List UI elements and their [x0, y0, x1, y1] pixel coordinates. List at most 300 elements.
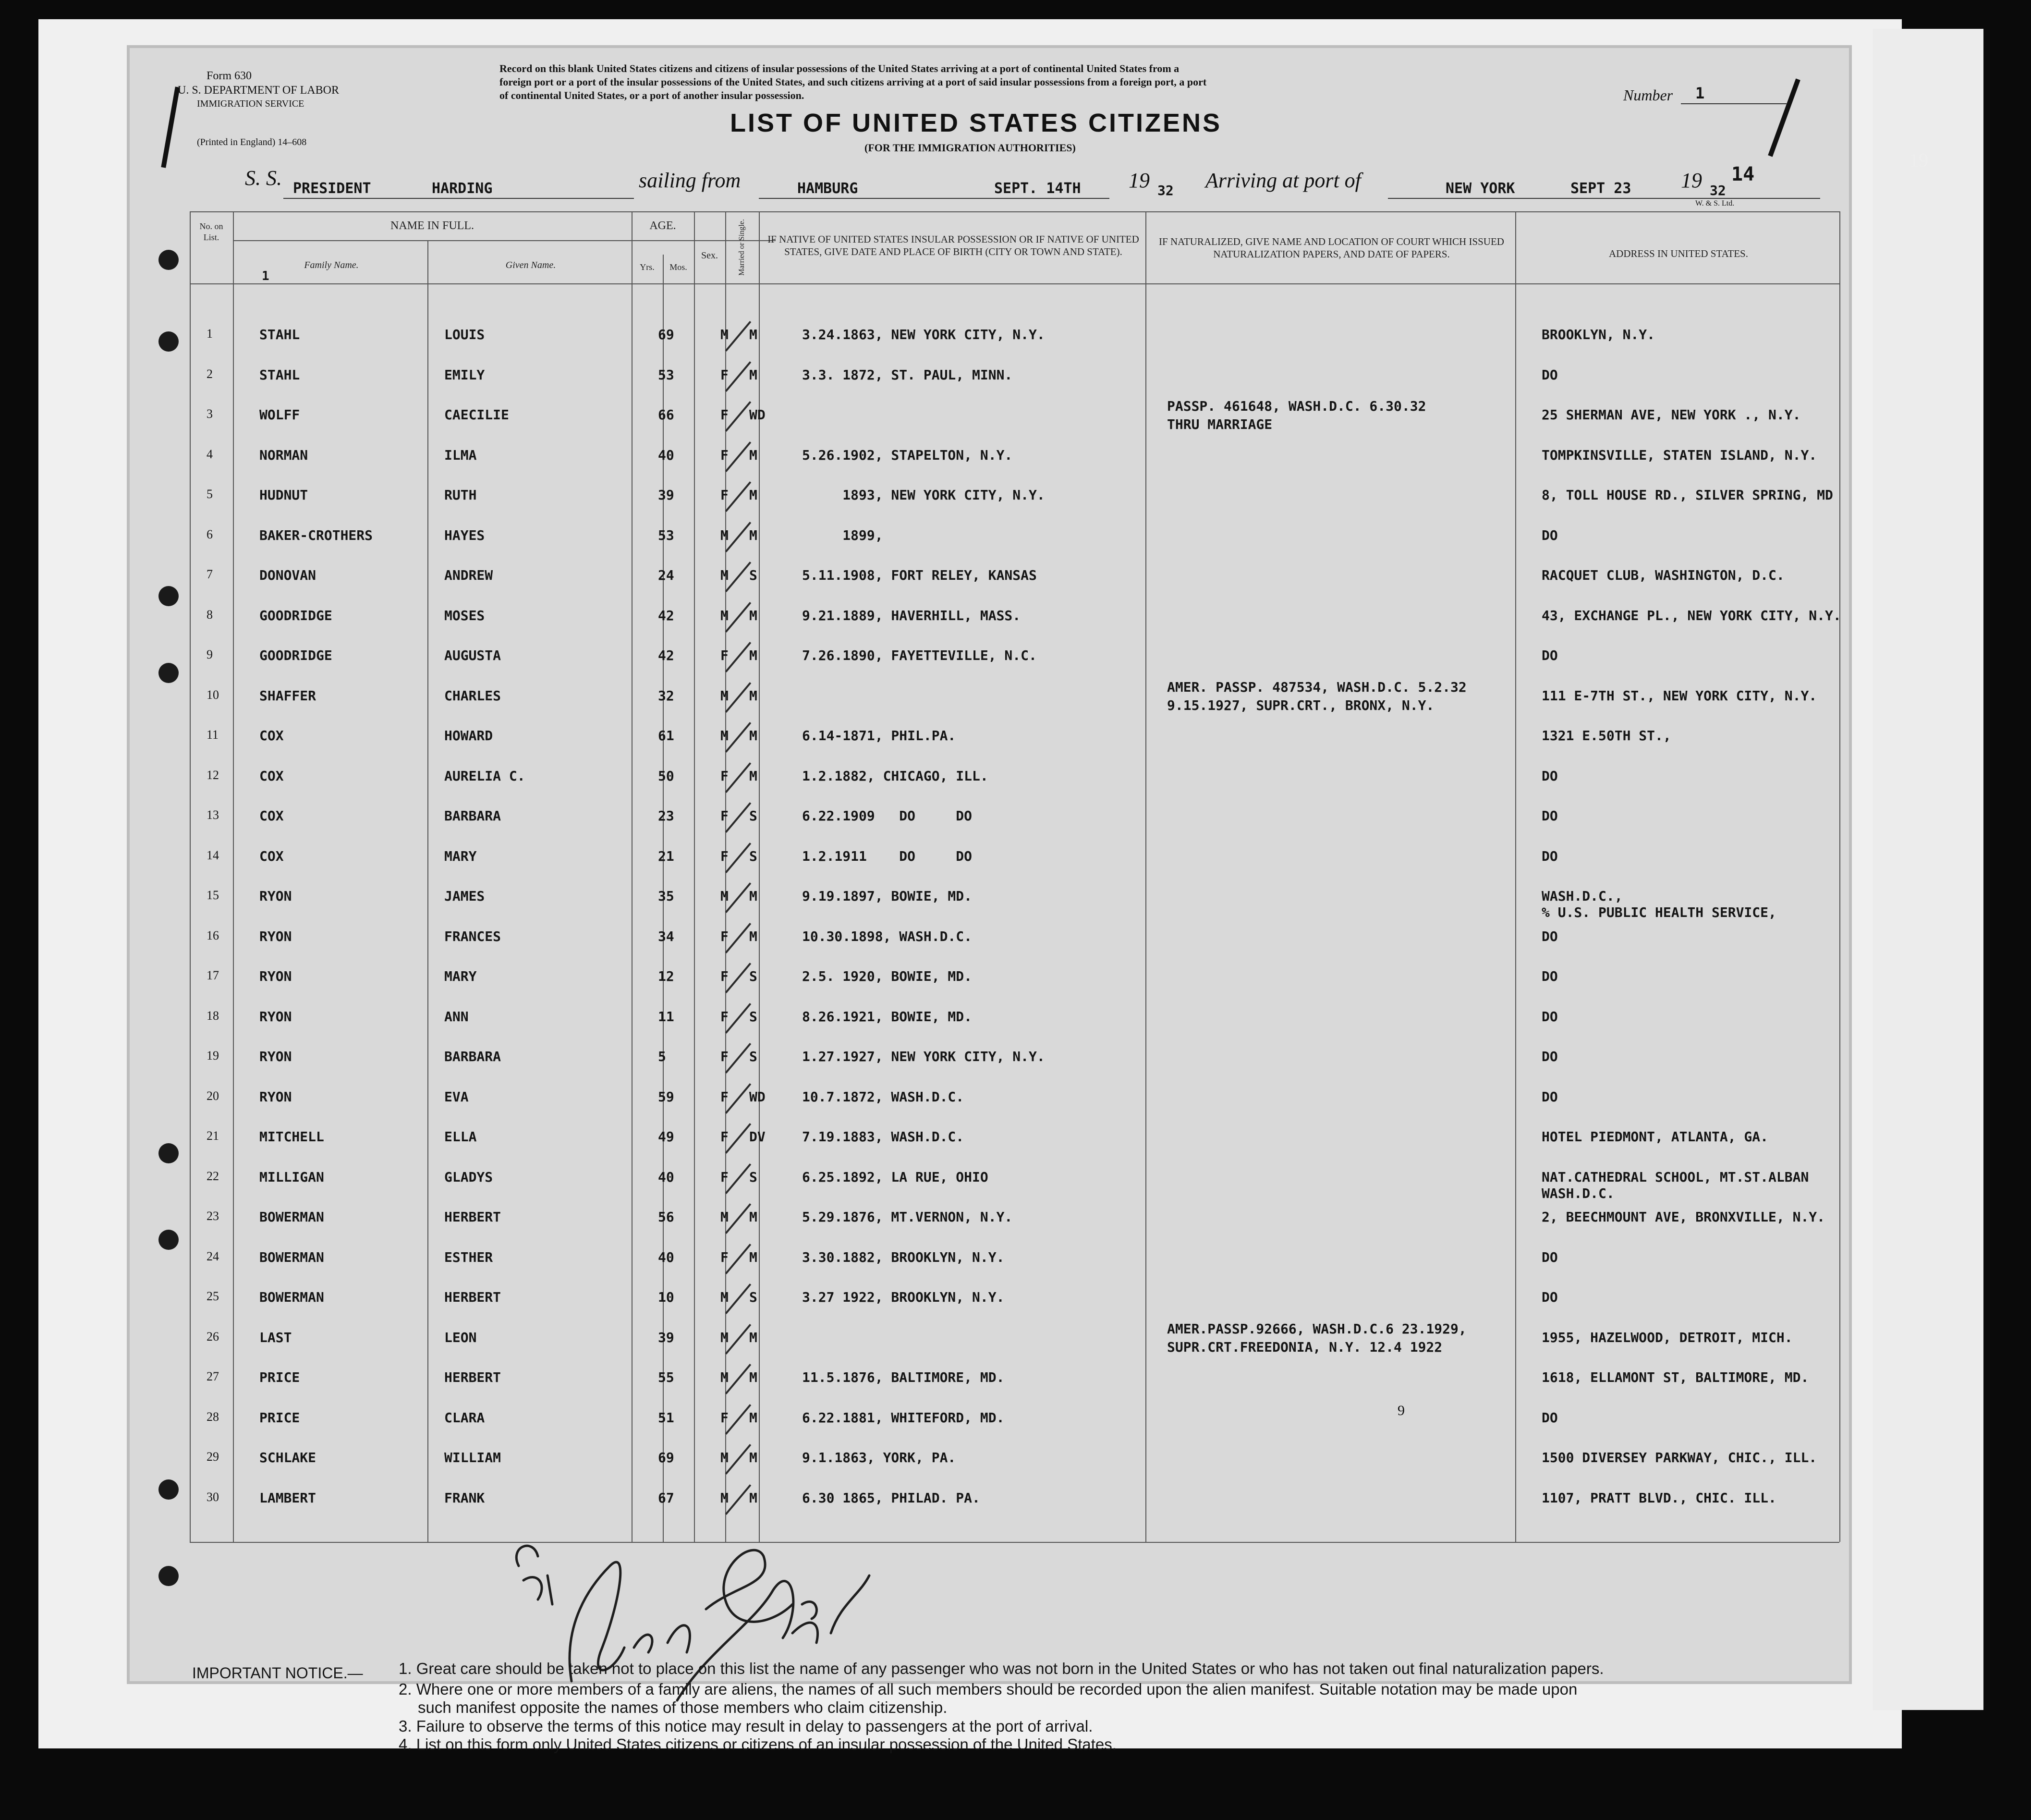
family-name: HUDNUT: [259, 487, 308, 503]
sex: F: [720, 848, 729, 864]
sex: F: [720, 1409, 729, 1426]
header-birth: IF NATIVE OF UNITED STATES INSULAR POSSESSION OR IF NATIVE OF UNITED STATES, GIVE DATE AND PLACE OF BIRTH (CITY OR TOWN AND STATE).: [767, 233, 1139, 258]
family-name: GOODRIDGE: [259, 647, 332, 663]
address-line-1: DO: [1542, 848, 1558, 864]
row-number: 18: [207, 1008, 219, 1023]
check-tick: [725, 682, 751, 713]
age-years: 21: [658, 848, 674, 864]
birth-info: 8.26.1921, BOWIE, MD.: [802, 1008, 973, 1025]
arrive-year-prefix: 19: [1681, 169, 1702, 192]
marital-status: S: [749, 808, 757, 824]
family-name: SHAFFER: [259, 687, 316, 704]
sex: F: [720, 1008, 729, 1025]
marital-status: M: [749, 728, 757, 744]
punch-hole: [158, 1143, 179, 1163]
row-number: 29: [207, 1450, 219, 1464]
family-name: RYON: [259, 1088, 292, 1105]
header-bottom-line: [190, 283, 1839, 284]
check-tick: [725, 762, 751, 793]
punch-hole: [158, 331, 179, 352]
sex: F: [720, 487, 729, 503]
address-line-1: HOTEL PIEDMONT, ATLANTA, GA.: [1542, 1129, 1769, 1145]
birth-info: 3.3. 1872, ST. PAUL, MINN.: [802, 366, 1013, 383]
stray-mark: 9: [1398, 1403, 1405, 1418]
family-name: SCHLAKE: [259, 1450, 316, 1466]
printed-note: (Printed in England) 14–608: [197, 137, 307, 147]
check-tick: [725, 923, 751, 953]
age-years: 55: [658, 1369, 674, 1385]
table-row: [62, 1240, 1710, 1278]
birth-info: 10.30.1898, WASH.D.C.: [802, 928, 973, 944]
row-number: 19: [207, 1049, 219, 1063]
check-tick: [725, 522, 751, 552]
sex: F: [720, 407, 729, 423]
marital-status: M: [749, 928, 757, 944]
marital-status: M: [749, 768, 757, 784]
from-underline: [759, 198, 1109, 199]
address-line-1: 2, BEECHMOUNT AVE, BRONXVILLE, N.Y.: [1542, 1209, 1825, 1225]
marital-status: WD: [749, 407, 766, 423]
birth-info: 6.22.1881, WHITEFORD, MD.: [802, 1409, 1005, 1426]
given-name: ANN: [444, 1008, 469, 1025]
check-tick: [725, 602, 751, 633]
sex: F: [720, 1249, 729, 1265]
check-tick: [725, 1404, 751, 1435]
slash-mark-left: [161, 86, 180, 168]
address-line-1: 1321 E.50TH ST.,: [1542, 728, 1671, 744]
punch-hole: [158, 663, 179, 683]
address-line-1: DO: [1542, 768, 1558, 784]
marital-status: WD: [749, 1088, 766, 1105]
row-number: 5: [207, 487, 213, 501]
given-name: BARBARA: [444, 1049, 501, 1064]
given-name: MARY: [444, 968, 477, 984]
table-row: [62, 1079, 1710, 1118]
row-number: 8: [207, 607, 213, 622]
ss-label: S. S.: [245, 166, 282, 190]
given-name: LEON: [444, 1329, 477, 1345]
ship-underline: [283, 198, 634, 199]
row-number: 3: [207, 407, 213, 421]
age-years: 61: [658, 728, 674, 744]
age-years: 40: [658, 447, 674, 463]
row-number: 26: [207, 1329, 219, 1344]
birth-info: 3.24.1863, NEW YORK CITY, N.Y.: [802, 327, 1045, 342]
row-number: 12: [207, 768, 219, 782]
family-name: RYON: [259, 1049, 292, 1064]
address-line-1: 43, EXCHANGE PL., NEW YORK CITY, N.Y.: [1542, 607, 1841, 623]
birth-info: 5.29.1876, MT.VERNON, N.Y.: [802, 1209, 1013, 1225]
depart-year: 32: [1157, 183, 1174, 198]
sex: M: [720, 567, 729, 583]
age-years: 39: [658, 487, 674, 503]
age-years: 51: [658, 1409, 674, 1426]
given-name: GLADYS: [444, 1169, 493, 1185]
sex: M: [720, 1490, 729, 1506]
birth-info: 10.7.1872, WASH.D.C.: [802, 1088, 964, 1105]
table-row: [62, 1119, 1769, 1158]
manifest-page: [130, 48, 1849, 1753]
check-tick: [725, 802, 751, 833]
marital-status: M: [749, 487, 757, 503]
age-years: 34: [658, 928, 674, 944]
intro-line-1: Record on this blank United States citizens and citizens of insular possessions of the United States arriving at a port of continental United States from a: [499, 62, 1180, 74]
given-name: FRANK: [444, 1490, 485, 1506]
family-name: RYON: [259, 888, 292, 904]
address-line-1: 1107, PRATT BLVD., CHIC. ILL.: [1542, 1490, 1776, 1506]
birth-info: 9.21.1889, HAVERHILL, MASS.: [802, 607, 1021, 623]
table-row: [62, 718, 1710, 757]
age-years: 56: [658, 1209, 674, 1225]
table-row: [62, 518, 1710, 556]
sex: M: [720, 527, 729, 543]
family-name: NORMAN: [259, 447, 308, 463]
check-tick: [725, 562, 751, 592]
family-name: LAST: [259, 1329, 292, 1345]
marital-status: S: [749, 968, 757, 984]
naturalization-line-2: 9.15.1927, SUPR.CRT., BRONX, N.Y.: [1167, 697, 1435, 713]
slash-mark-right: [1768, 78, 1800, 157]
family-name: COX: [259, 768, 284, 784]
family-name: BAKER-CROTHERS: [259, 527, 373, 543]
address-line-1: 1618, ELLAMONT ST, BALTIMORE, MD.: [1542, 1369, 1809, 1385]
family-name: STAHL: [259, 366, 300, 383]
marital-status: S: [749, 567, 757, 583]
row-number: 10: [207, 687, 219, 702]
sex: F: [720, 366, 729, 383]
given-name: HAYES: [444, 527, 485, 543]
age-years: 12: [658, 968, 674, 984]
row-number: 13: [207, 808, 219, 822]
table-row: [62, 1360, 1809, 1398]
address-line-2: WASH.D.C.: [1542, 1185, 1615, 1201]
printer-mark: W. & S. Ltd.: [1695, 199, 1735, 208]
check-tick: [725, 963, 751, 993]
sex: M: [720, 687, 729, 704]
check-tick: [725, 1283, 751, 1314]
sex: M: [720, 1329, 729, 1345]
row-number: 15: [207, 888, 219, 902]
age-years: 53: [658, 366, 674, 383]
row-number: 1: [207, 327, 213, 341]
given-name: CLARA: [444, 1409, 485, 1426]
birth-info: 11.5.1876, BALTIMORE, MD.: [802, 1369, 1005, 1385]
marital-status: M: [749, 366, 757, 383]
address-line-1: DO: [1542, 527, 1558, 543]
row-number: 20: [207, 1088, 219, 1103]
department-name: U. S. DEPARTMENT OF LABOR: [178, 84, 339, 97]
row-number: 4: [207, 447, 213, 461]
birth-info: 6.30 1865, PHILAD. PA.: [802, 1490, 980, 1506]
birth-info: 1.2.1882, CHICAGO, ILL.: [802, 768, 988, 784]
given-name: BARBARA: [444, 808, 501, 824]
sex: F: [720, 768, 729, 784]
table-row: [62, 397, 1801, 436]
header-list-no: 1: [262, 269, 269, 283]
marital-status: M: [749, 447, 757, 463]
check-tick: [725, 1444, 751, 1475]
punch-hole: [158, 1230, 179, 1250]
table-bottom-line: [190, 1542, 1839, 1543]
check-tick: [725, 1203, 751, 1234]
address-line-1: 1500 DIVERSEY PARKWAY, CHIC., ILL.: [1542, 1450, 1817, 1466]
marital-status: M: [749, 647, 757, 663]
marital-status: S: [749, 1289, 757, 1305]
check-tick: [725, 882, 751, 913]
check-tick: [725, 441, 751, 472]
given-name: ELLA: [444, 1129, 477, 1145]
age-years: 24: [658, 567, 674, 583]
table-row: [62, 1280, 1710, 1318]
punch-hole: [158, 250, 179, 270]
punch-hole: [158, 1479, 179, 1500]
row-number: 7: [207, 567, 213, 581]
notice-item-2: 2. Where one or more members of a family are aliens, the names of all such members should be recorded upon the alien manifest. Suitable notation may be made upon: [399, 1680, 1578, 1698]
family-name: RYON: [259, 928, 292, 944]
number-value: 1: [1695, 84, 1705, 102]
notice-heading: IMPORTANT NOTICE.—: [192, 1664, 363, 1682]
check-tick: [725, 1484, 751, 1515]
sex: F: [720, 447, 729, 463]
table-row: [62, 1199, 1825, 1238]
table-row: [62, 1039, 1710, 1077]
age-years: 66: [658, 407, 674, 423]
number-label: Number: [1623, 86, 1673, 104]
table-row: [62, 638, 1710, 676]
sex: M: [720, 1450, 729, 1466]
birth-info: 2.5. 1920, BOWIE, MD.: [802, 968, 973, 984]
address-line-1: 25 SHERMAN AVE, NEW YORK ., N.Y.: [1542, 407, 1801, 423]
age-years: 69: [658, 1450, 674, 1466]
sex: F: [720, 1129, 729, 1145]
address-line-1: DO: [1542, 1289, 1558, 1305]
table-row: [62, 1320, 1793, 1358]
depart-year-prefix: 19: [1129, 169, 1150, 192]
age-years: 59: [658, 1088, 674, 1105]
form-title: LIST OF UNITED STATES CITIZENS: [730, 109, 1222, 137]
marital-status: M: [749, 607, 757, 623]
address-line-1: WASH.D.C.,: [1542, 888, 1623, 904]
birth-info: 9.1.1863, YORK, PA.: [802, 1450, 956, 1466]
row-number: 2: [207, 366, 213, 381]
number-underline: [1681, 103, 1787, 104]
sex: M: [720, 728, 729, 744]
arrive-port: NEW YORK: [1446, 180, 1515, 197]
sex: M: [720, 888, 729, 904]
header-given: Given Name.: [505, 260, 556, 270]
ship-name: PRESIDENT HARDING: [293, 180, 493, 197]
check-tick: [725, 642, 751, 672]
notice-item-4: 4. List on this form only United States citizens or citizens of an insular possession of the United States.: [399, 1735, 1117, 1753]
naturalization-line-1: AMER. PASSP. 487534, WASH.D.C. 5.2.32: [1167, 679, 1467, 695]
signature-text: [620, 1556, 623, 1557]
birth-info: 1.27.1927, NEW YORK CITY, N.Y.: [802, 1049, 1045, 1064]
address-line-1: DO: [1542, 928, 1558, 944]
intro-line-2: foreign port or a port of the insular possessions of the United States, and such citizens arriving at a port of said insular possessions from a foreign port, a port: [499, 76, 1207, 88]
sex: M: [720, 607, 729, 623]
marital-status: M: [749, 1450, 757, 1466]
given-name: WILLIAM: [444, 1450, 501, 1466]
header-mos: Mos.: [669, 262, 687, 272]
table-row: [62, 1440, 1817, 1478]
header-no: No. on List.: [199, 221, 223, 242]
table-row: [62, 999, 1710, 1038]
address-line-2: % U.S. PUBLIC HEALTH SERVICE,: [1542, 904, 1776, 920]
check-tick: [725, 401, 751, 432]
naturalization-line-1: AMER.PASSP.92666, WASH.D.C.6 23.1929,: [1167, 1320, 1467, 1337]
check-tick: [725, 1163, 751, 1194]
col-line-10: [1839, 211, 1840, 1542]
sex: M: [720, 327, 729, 342]
punch-hole: [158, 1566, 179, 1586]
marital-status: M: [749, 888, 757, 904]
family-name: STAHL: [259, 327, 300, 342]
family-name: RYON: [259, 1008, 292, 1025]
age-years: 40: [658, 1249, 674, 1265]
row-number: 24: [207, 1249, 219, 1263]
marital-status: M: [749, 1409, 757, 1426]
header-age: AGE.: [649, 220, 676, 232]
sex: F: [720, 647, 729, 663]
sex: F: [720, 1049, 729, 1064]
table-row: [62, 758, 1710, 797]
form-number: Form 630: [207, 70, 252, 82]
header-yrs: Yrs.: [640, 262, 655, 272]
given-name: FRANCES: [444, 928, 501, 944]
check-tick: [725, 1364, 751, 1394]
family-name: BOWERMAN: [259, 1209, 324, 1225]
row-number: 27: [207, 1369, 219, 1383]
age-years: 53: [658, 527, 674, 543]
notice-item-3: 3. Failure to observe the terms of this notice may result in delay to passengers at the port of arrival.: [399, 1717, 1093, 1735]
check-tick: [725, 1123, 751, 1154]
page-mark: 14: [1731, 163, 1755, 185]
given-name: EMILY: [444, 366, 485, 383]
sex: F: [720, 928, 729, 944]
family-name: DONOVAN: [259, 567, 316, 583]
family-name: COX: [259, 848, 284, 864]
table-row: [62, 317, 1710, 355]
table-row: [62, 959, 1710, 997]
table-row: [62, 558, 1785, 596]
given-name: ESTHER: [444, 1249, 493, 1265]
age-years: 39: [658, 1329, 674, 1345]
address-line-1: DO: [1542, 366, 1558, 383]
marital-status: M: [749, 1329, 757, 1345]
birth-info: 3.30.1882, BROOKLYN, N.Y.: [802, 1249, 1005, 1265]
age-years: 67: [658, 1490, 674, 1506]
age-years: 11: [658, 1008, 674, 1025]
intro-line-3: of continental United States, or a port of another insular possession.: [499, 89, 804, 101]
header-family: Family Name.: [304, 260, 359, 270]
row-number: 21: [207, 1129, 219, 1143]
header-married: Married or Single.: [738, 219, 746, 276]
check-tick: [725, 1043, 751, 1074]
birth-info: 6.25.1892, LA RUE, OHIO: [802, 1169, 988, 1185]
row-number: 16: [207, 928, 219, 942]
address-line-1: 8, TOLL HOUSE RD., SILVER SPRING, MD: [1542, 487, 1833, 503]
row-number: 25: [207, 1289, 219, 1303]
sex: F: [720, 1169, 729, 1185]
marital-status: S: [749, 848, 757, 864]
address-line-1: NAT.CATHEDRAL SCHOOL, MT.ST.ALBAN: [1542, 1169, 1809, 1185]
sex: F: [720, 968, 729, 984]
address-line-1: DO: [1542, 1008, 1558, 1025]
marital-status: S: [749, 1049, 757, 1064]
birth-info: 7.19.1883, WASH.D.C.: [802, 1129, 964, 1145]
row-number: 17: [207, 968, 219, 982]
address-line-1: RACQUET CLUB, WASHINGTON, D.C.: [1542, 567, 1785, 583]
age-years: 50: [658, 768, 674, 784]
marital-status: M: [749, 1209, 757, 1225]
form-subtitle: (FOR THE IMMIGRATION AUTHORITIES): [864, 142, 1076, 154]
from-port: HAMBURG: [797, 180, 858, 197]
check-tick: [725, 1083, 751, 1114]
table-row: [62, 477, 1833, 516]
age-years: 5: [658, 1049, 666, 1064]
sex: M: [720, 1289, 729, 1305]
punch-hole: [158, 586, 179, 606]
age-years: 42: [658, 607, 674, 623]
marital-status: S: [749, 1008, 757, 1025]
table-top-line: [190, 211, 1839, 212]
header-address: ADDRESS IN UNITED STATES.: [1609, 248, 1748, 259]
given-name: LOUIS: [444, 327, 485, 342]
notice-item-1: 1. Great care should be taken not to place on this list the name of any passenger who was not born in the United States or who has not taken out final naturalization papers.: [399, 1660, 1604, 1677]
sex: F: [720, 1088, 729, 1105]
given-name: HERBERT: [444, 1369, 501, 1385]
table-row: [62, 1160, 1809, 1201]
given-name: MARY: [444, 848, 477, 864]
family-name: LAMBERT: [259, 1490, 316, 1506]
naturalization-line-2: THRU MARRIAGE: [1167, 416, 1273, 432]
address-line-1: DO: [1542, 647, 1558, 663]
address-line-1: 111 E-7TH ST., NEW YORK CITY, N.Y.: [1542, 687, 1817, 704]
family-name: MITCHELL: [259, 1129, 324, 1145]
birth-info: 1899,: [802, 527, 883, 543]
row-number: 28: [207, 1409, 219, 1424]
table-row: [62, 1400, 1710, 1439]
age-years: 69: [658, 327, 674, 342]
row-number: 9: [207, 647, 213, 661]
family-name: BOWERMAN: [259, 1249, 324, 1265]
marital-status: M: [749, 1369, 757, 1385]
birth-info: 3.27 1922, BROOKLYN, N.Y.: [802, 1289, 1005, 1305]
table-row: [62, 438, 1817, 476]
family-name: RYON: [259, 968, 292, 984]
age-years: 35: [658, 888, 674, 904]
marital-status: M: [749, 1490, 757, 1506]
sex: M: [720, 1369, 729, 1385]
marital-status: M: [749, 327, 757, 342]
given-name: MOSES: [444, 607, 485, 623]
given-name: HOWARD: [444, 728, 493, 744]
sex: F: [720, 808, 729, 824]
naturalization-line-2: SUPR.CRT.FREEDONIA, N.Y. 12.4 1922: [1167, 1339, 1443, 1355]
address-line-1: DO: [1542, 808, 1558, 824]
birth-info: 5.26.1902, STAPELTON, N.Y.: [802, 447, 1013, 463]
birth-info: 5.11.1908, FORT RELEY, KANSAS: [802, 567, 1037, 583]
family-name: MILLIGAN: [259, 1169, 324, 1185]
given-name: CHARLES: [444, 687, 501, 704]
arrive-underline: [1388, 198, 1820, 199]
marital-status: DV: [749, 1129, 766, 1145]
marital-status: M: [749, 527, 757, 543]
header-naturalized: IF NATURALIZED, GIVE NAME AND LOCATION OF COURT WHICH ISSUED NATURALIZATION PAPERS, AND DATE OF PAPERS.: [1159, 236, 1504, 260]
row-number: 22: [207, 1169, 219, 1183]
address-line-1: DO: [1542, 1249, 1558, 1265]
given-name: HERBERT: [444, 1209, 501, 1225]
